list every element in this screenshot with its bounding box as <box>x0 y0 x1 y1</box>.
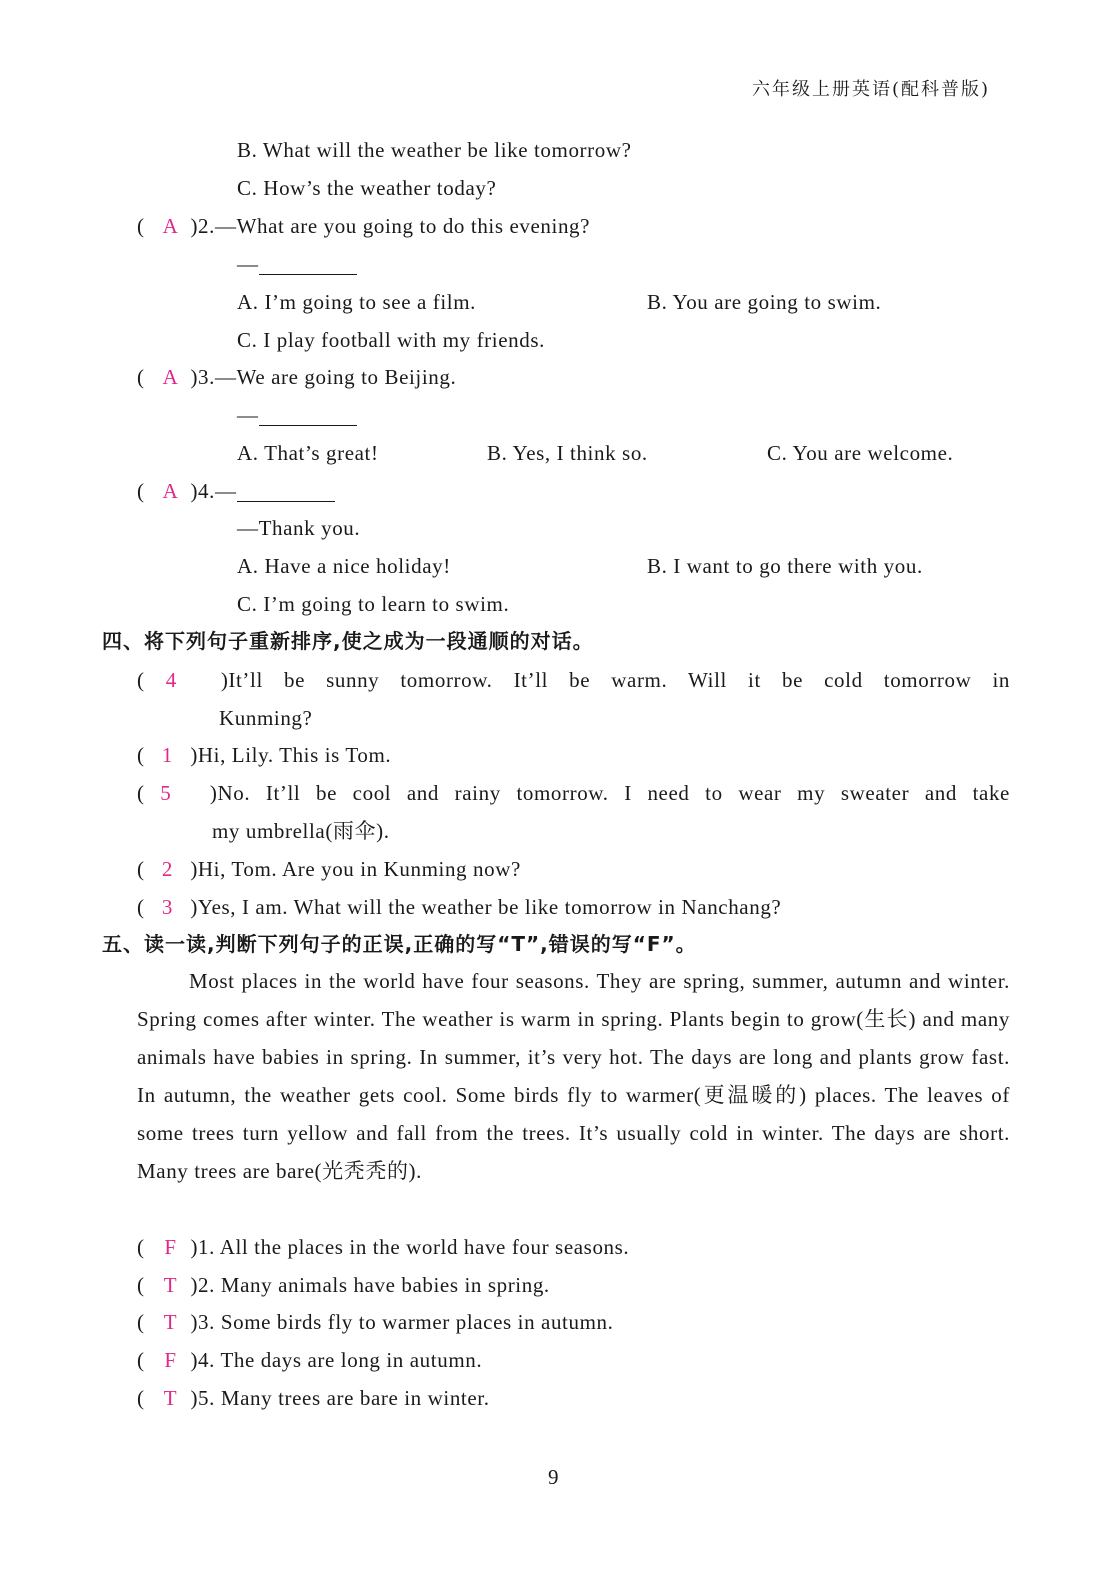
q2-response-blank: — <box>237 250 357 278</box>
part4-item-3-cont: my umbrella(雨伞). <box>212 819 390 843</box>
q1-option-c: C. How’s the weather today? <box>237 176 497 200</box>
part5-item-4: ( F )4. The days are long in autumn. <box>137 1348 483 1372</box>
part4-answer: 1 <box>161 743 173 767</box>
q4-option-c: C. I’m going to learn to swim. <box>237 592 510 616</box>
q4-reply: —Thank you. <box>237 516 361 540</box>
page-header: 六年级上册英语(配科普版) <box>752 79 991 100</box>
part4-item-1-cont: Kunming? <box>219 706 313 730</box>
q3-option-c: C. You are welcome. <box>767 441 954 465</box>
q3-line: ( A )3.—We are going to Beijing. <box>137 365 457 389</box>
q2-option-c: C. I play football with my friends. <box>237 328 545 352</box>
q2-option-b: B. You are going to swim. <box>647 290 882 314</box>
part5-item-2: ( T )2. Many animals have babies in spring. <box>137 1273 550 1297</box>
answer-blank <box>259 252 357 275</box>
q3-answer: A <box>162 365 179 389</box>
section-4-title: 四、将下列句子重新排序,使之成为一段通顺的对话。 <box>102 629 594 653</box>
q4-option-b: B. I want to go there with you. <box>647 554 923 578</box>
part5-answer: F <box>164 1235 177 1259</box>
part4-answer: 4 <box>165 668 177 692</box>
part5-item-1: ( F )1. All the places in the world have four seasons. <box>137 1235 630 1259</box>
q2-prompt: —What are you going to do this evening? <box>215 214 591 238</box>
q4-option-a: A. Have a nice holiday! <box>237 554 451 578</box>
part4-item-1: ( 4 )It’ll be sunny tomorrow. It’ll be warm. Will it be cold tomorrow in <box>137 668 1011 692</box>
q1-option-b: B. What will the weather be like tomorrow? <box>237 138 632 162</box>
part5-answer: T <box>163 1386 178 1410</box>
answer-blank <box>237 479 335 502</box>
part5-item-5: ( T )5. Many trees are bare in winter. <box>137 1386 490 1410</box>
q4-line: ( A )4.— <box>137 477 335 505</box>
q4-answer: A <box>162 479 179 503</box>
part5-answer: T <box>163 1273 178 1297</box>
part5-item-3: ( T )3. Some birds fly to warmer places in autumn. <box>137 1310 614 1334</box>
part5-answer: F <box>164 1348 177 1372</box>
part4-item-2: ( 1 )Hi, Lily. This is Tom. <box>137 743 392 767</box>
part4-item-4: ( 2 )Hi, Tom. Are you in Kunming now? <box>137 857 521 881</box>
part4-answer: 3 <box>161 895 173 919</box>
part4-answer: 5 <box>160 781 172 805</box>
part4-answer: 2 <box>161 857 173 881</box>
section-5-title: 五、读一读,判断下列句子的正误,正确的写“T”,错误的写“F”。 <box>102 932 697 956</box>
q3-prompt: —We are going to Beijing. <box>215 365 457 389</box>
q2-answer: A <box>162 214 179 238</box>
part4-item-5: ( 3 )Yes, I am. What will the weather be like tomorrow in Nanchang? <box>137 895 782 919</box>
q3-option-b: B. Yes, I think so. <box>487 441 648 465</box>
q3-response-blank: — <box>237 401 357 429</box>
q2-line: ( A )2.—What are you going to do this evening? <box>137 214 591 238</box>
reading-passage <box>137 962 1010 1190</box>
q3-option-a: A. That’s great! <box>237 441 379 465</box>
passage-text: Most places in the world have four seasons. They are spring, summer, autumn and winter. Spring comes after winter. The weather is warm in spring. Plants begin to grow(生长) and many animals have babies in spring. In summer, it’s very hot. The days are long and plants grow fast. In autumn, the weather gets cool. Some birds fly to warmer(更温暖的) places. The leaves of some trees turn yellow and fall from the trees. It’s usually cold in winter. The days are short. Many trees are bare(光秃秃的). <box>137 969 1010 1183</box>
page-number: 9 <box>548 1465 560 1489</box>
q2-option-a: A. I’m going to see a film. <box>237 290 476 314</box>
part5-answer: T <box>163 1310 178 1334</box>
part4-item-3: ( 5 )No. It’ll be cool and rainy tomorrow. I need to wear my sweater and take <box>137 781 1010 805</box>
answer-blank <box>259 403 357 426</box>
